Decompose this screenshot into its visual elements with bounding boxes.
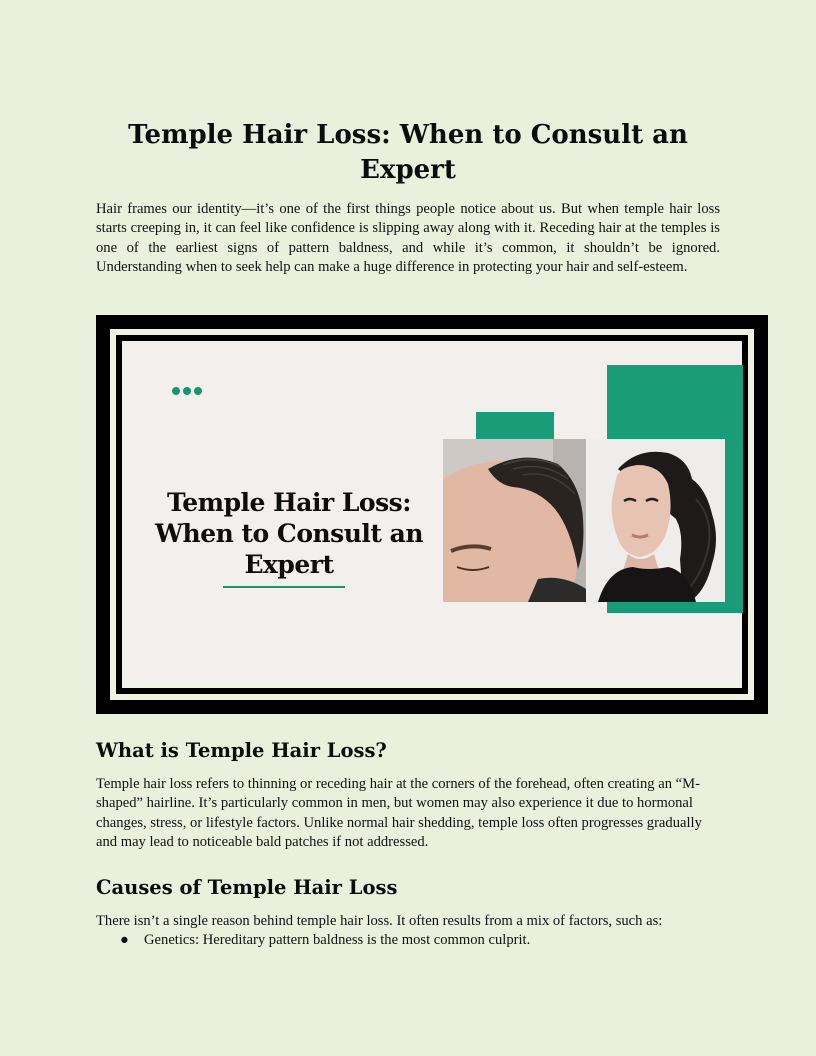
banner-title-line: Expert: [244, 550, 334, 579]
banner-frame: [110, 329, 754, 700]
banner-image: [96, 315, 768, 714]
banner-canvas: [122, 341, 742, 688]
causes-bullet-list: [120, 931, 530, 950]
section-heading-what: What is Temple Hair Loss?: [96, 739, 387, 762]
dots-decoration: [172, 387, 202, 395]
page-title: Temple Hair Loss: When to Consult an Expert: [128, 120, 688, 185]
banner-title: [144, 487, 434, 580]
section-body-what: Temple hair loss refers to thinning or receding hair at the corners of the forehead, often creating an “M-shaped” hairline. It’s particularly common in men, but women may also experience it due to hormonal changes, stress, or lifestyle factors. Unlike normal hair shedding, temple loss often progresses gradually and may lead to noticeable bald patches if not addressed.: [96, 776, 702, 851]
banner-title-line: Temple Hair Loss:: [166, 488, 411, 517]
list-item-text: Genetics: Hereditary pattern baldness is the most common culprit.: [144, 932, 531, 948]
bullet-icon: ●: [120, 932, 129, 948]
list-item: [120, 931, 530, 950]
section-body-causes: There isn’t a single reason behind temple hair loss. It often results from a mix of factors, such as:: [96, 913, 663, 929]
intro-paragraph: Hair frames our identity—it’s one of the first things people notice about us. But when temple hair loss starts creeping in, it can feel like confidence is slipping away along with it. Receding hair at the temples is one of the earliest signs of pattern baldness, and while it’s common, it shouldn’t be ignored. Understanding when to seek help can make a huge difference in protecting your hair and self-esteem.: [96, 201, 720, 276]
banner-underline: [223, 586, 345, 588]
photo-receding-hairline: [443, 439, 586, 602]
banner-title-line: When to Consult an: [154, 519, 424, 548]
photo-woman-ponytail: [588, 439, 725, 602]
section-heading-causes: Causes of Temple Hair Loss: [96, 876, 398, 899]
